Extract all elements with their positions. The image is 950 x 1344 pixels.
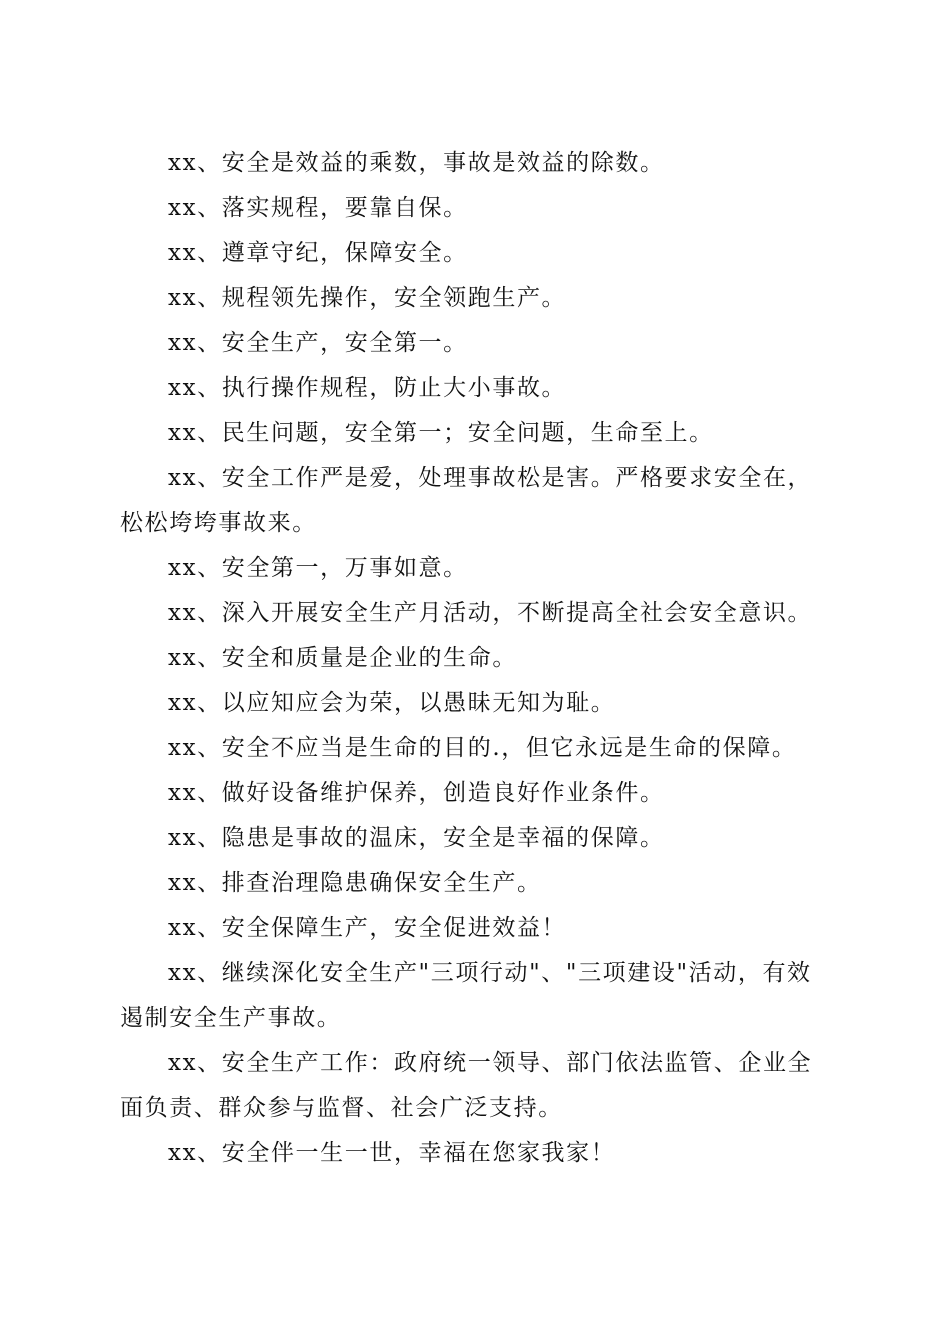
paragraph: xx、落实规程，要靠自保。 bbox=[168, 195, 468, 221]
paragraph: xx、遵章守纪，保障安全。 bbox=[168, 240, 468, 266]
paragraph: xx、安全保障生产，安全促进效益！ bbox=[168, 915, 567, 941]
paragraph: xx、继续深化安全生产"三项行动"、"三项建设"活动，有效遏制安全生产事故。 bbox=[120, 960, 812, 1031]
paragraph: xx、安全和质量是企业的生命。 bbox=[168, 645, 517, 671]
paragraph: xx、安全是效益的乘数，事故是效益的除数。 bbox=[168, 150, 665, 176]
paragraph: xx、以应知应会为荣，以愚昧无知为耻。 bbox=[168, 690, 616, 716]
paragraph: xx、做好设备维护保养，创造良好作业条件。 bbox=[168, 780, 665, 806]
paragraph: xx、安全生产工作：政府统一领导、部门依法监管、企业全面负责、群众参与监督、社会广泛支持。 bbox=[120, 1050, 813, 1121]
paragraph: xx、规程领先操作，安全领跑生产。 bbox=[168, 285, 567, 311]
document-body bbox=[120, 141, 832, 1176]
paragraph: xx、执行操作规程，防止大小事故。 bbox=[168, 375, 567, 401]
paragraph: xx、隐患是事故的温床，安全是幸福的保障。 bbox=[168, 825, 665, 851]
paragraph: xx、安全伴一生一世，幸福在您家我家！ bbox=[168, 1140, 616, 1166]
paragraph: xx、安全第一，万事如意。 bbox=[168, 555, 468, 581]
paragraph: xx、民生问题，安全第一；安全问题，生命至上。 bbox=[168, 420, 714, 446]
paragraph: xx、安全不应当是生命的目的.，但它永远是生命的保障。 bbox=[168, 735, 797, 761]
paragraph: xx、深入开展安全生产月活动，不断提高全社会安全意识。 bbox=[168, 600, 813, 626]
paragraph: xx、排查治理隐患确保安全生产。 bbox=[168, 870, 542, 896]
paragraph: xx、安全工作严是爱，处理事故松是害。严格要求安全在，松松垮垮事故来。 bbox=[120, 465, 813, 536]
paragraph: xx、安全生产，安全第一。 bbox=[168, 330, 468, 356]
